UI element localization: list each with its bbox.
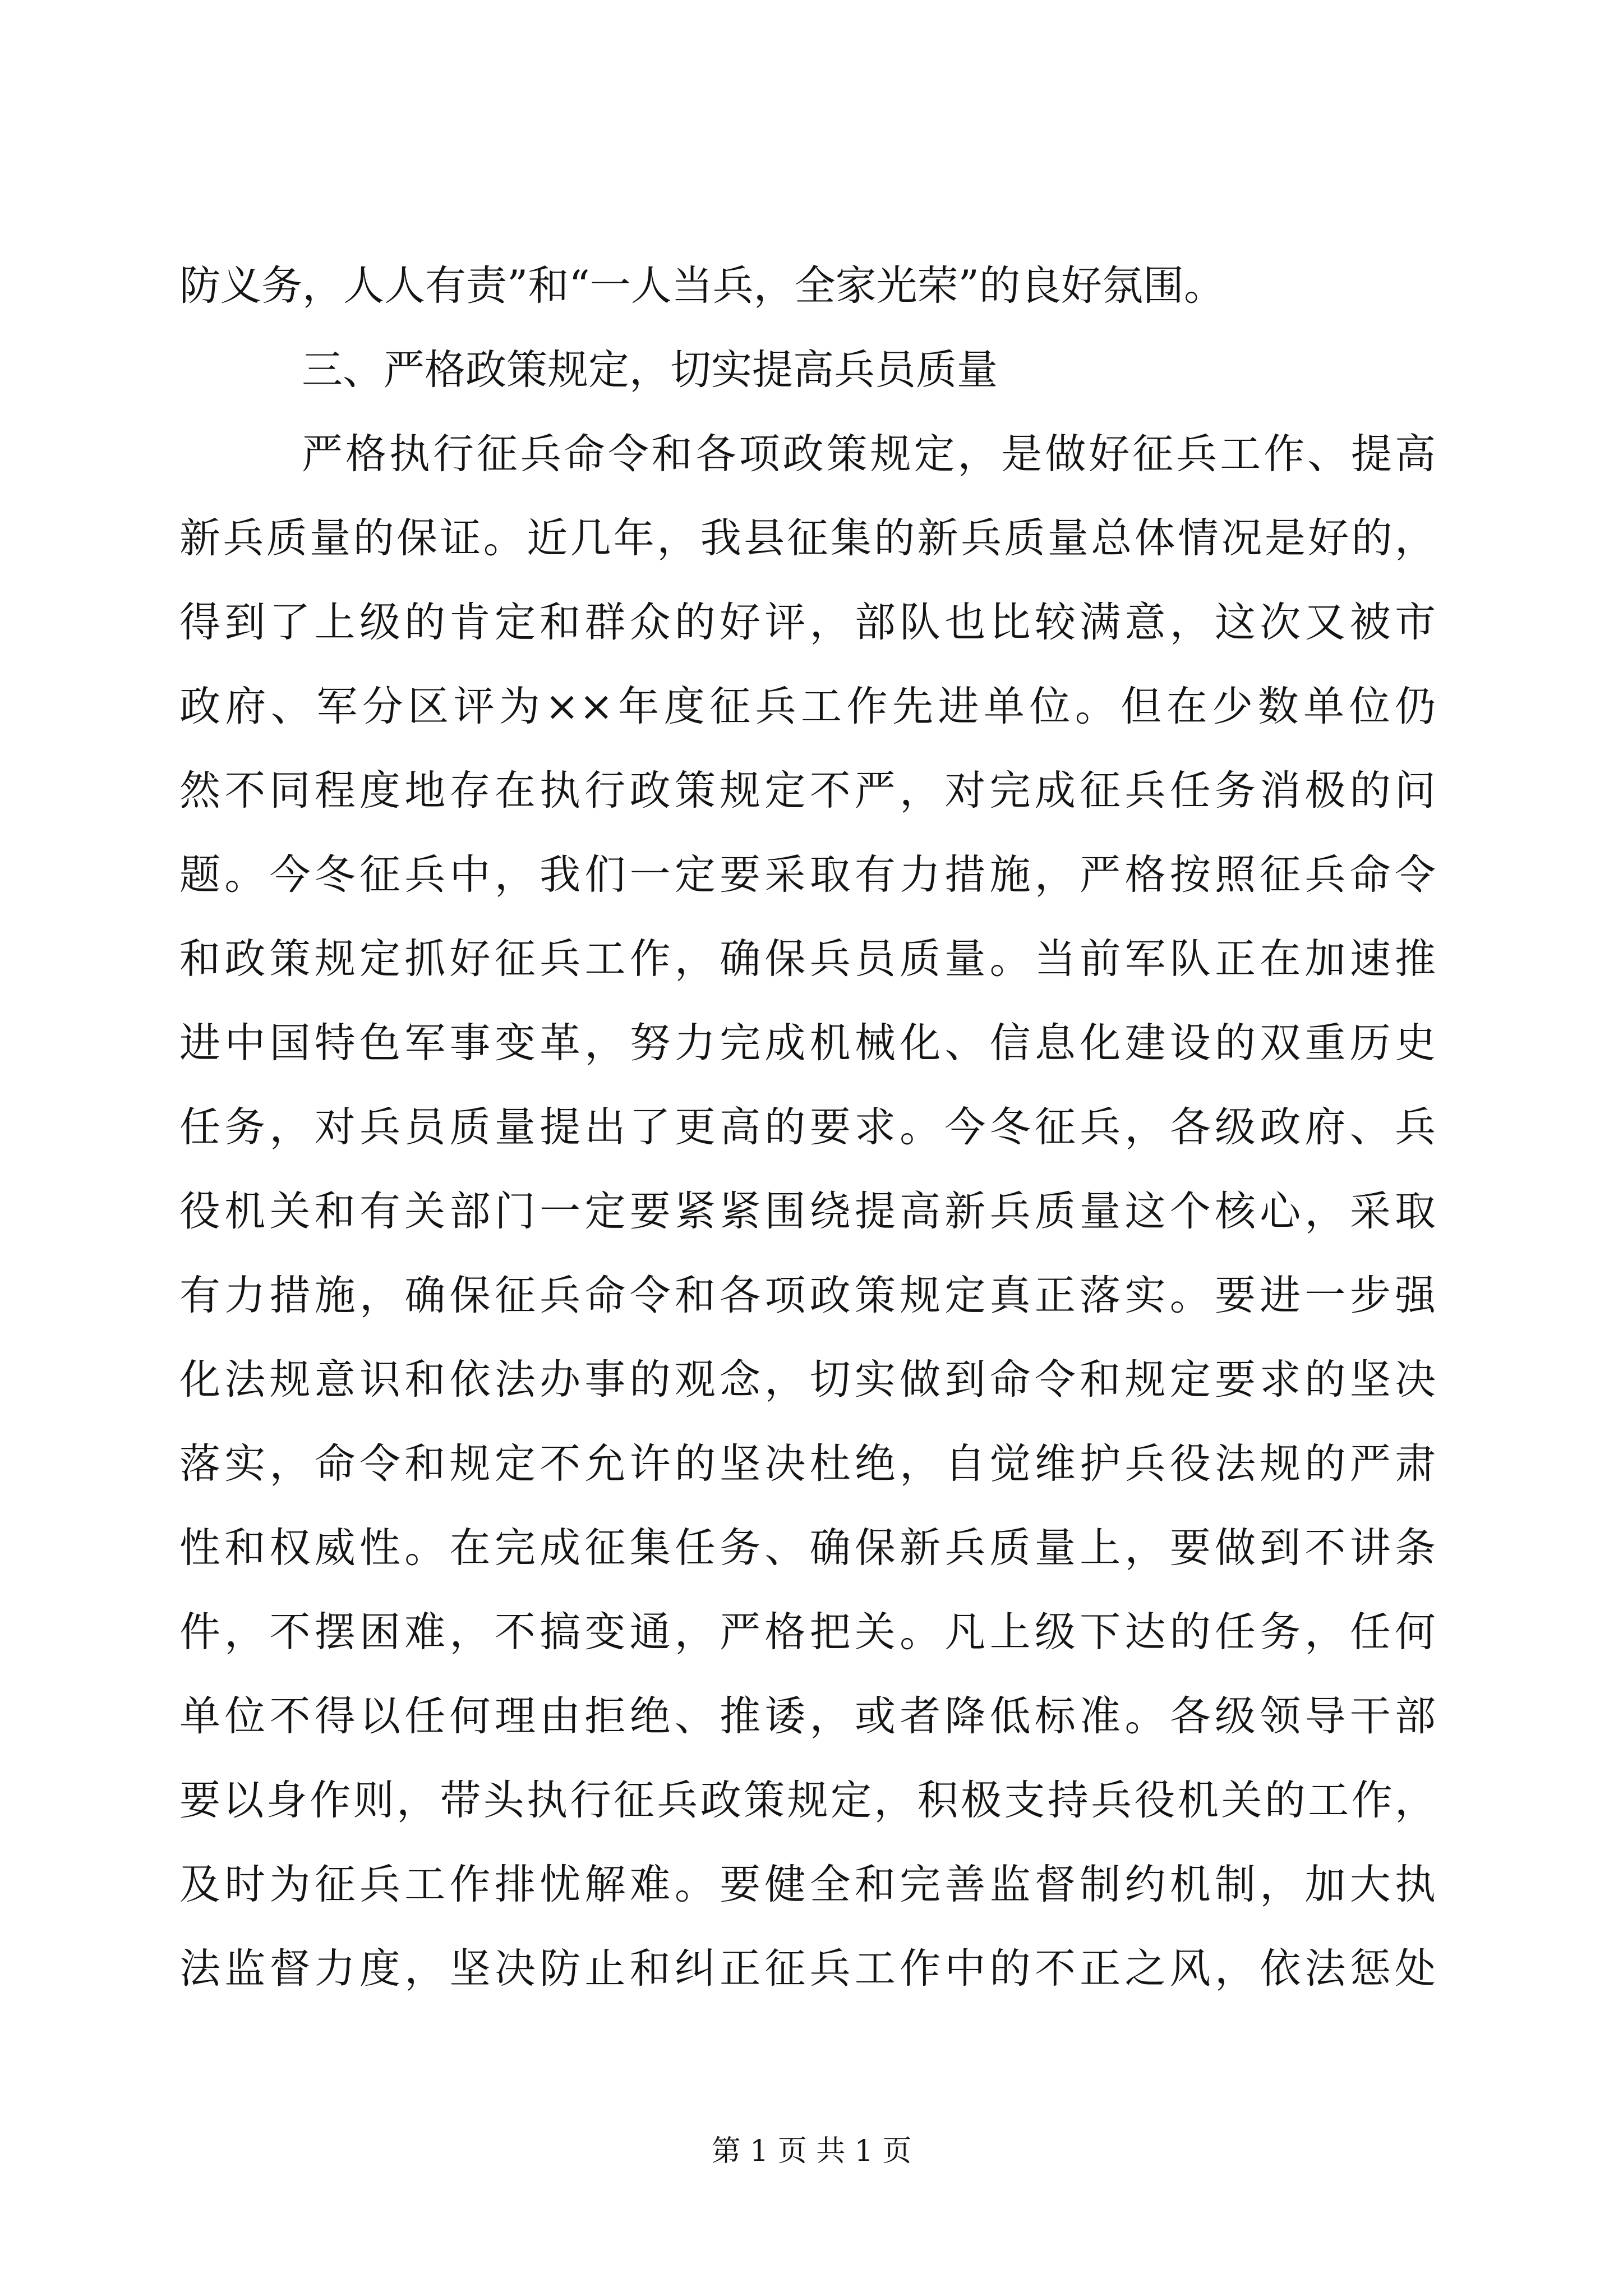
text-line: 任务，对兵员质量提出了更高的要求。今冬征兵，各级政府、兵 [179,1103,1436,1151]
text-line: 单位不得以任何理由拒绝、推诿，或者降低标准。各级领导干部 [179,1692,1436,1740]
text-line: 有力措施，确保征兵命令和各项政策规定真正落实。要进一步强 [179,1272,1436,1319]
text-line: 严格执行征兵命令和各项政策规定，是做好征兵工作、提高 [302,430,1436,478]
text-line: 防义务，人人有责”和“一人当兵，全家光荣”的良好氛围。 [179,262,1225,310]
text-line: 及时为征兵工作排忧解难。要健全和完善监督制约机制，加大执 [179,1861,1436,1908]
page-number-footer: 第 1 页 共 1 页 [711,2134,912,2168]
text-line: 和政策规定抓好征兵工作，确保兵员质量。当前军队正在加速推 [179,935,1436,983]
text-line: 落实，命令和规定不允许的坚决杜绝，自觉维护兵役法规的严肃 [179,1440,1436,1488]
text-line: 件，不摆困难，不搞变通，严格把关。凡上级下达的任务，任何 [179,1608,1436,1656]
text-line: 进中国特色军事变革，努力完成机械化、信息化建设的双重历史 [179,1019,1436,1067]
text-line: 性和权威性。在完成征集任务、确保新兵质量上，要做到不讲条 [179,1524,1436,1572]
text-line: 要以身作则，带头执行征兵政策规定，积极支持兵役机关的工作， [179,1777,1436,1824]
text-line: 然不同程度地存在执行政策规定不严，对完成征兵任务消极的问 [179,767,1436,815]
text-line: 政府、军分区评为××年度征兵工作先进单位。但在少数单位仍 [179,683,1436,730]
text-line: 新兵质量的保证。近几年，我县征集的新兵质量总体情况是好的， [179,514,1436,562]
text-line: 役机关和有关部门一定要紧紧围绕提高新兵质量这个核心，采取 [179,1188,1436,1235]
text-line: 化法规意识和依法办事的观念，切实做到命令和规定要求的坚决 [179,1356,1436,1404]
text-line: 题。今冬征兵中，我们一定要采取有力措施，严格按照征兵命令 [179,851,1436,899]
text-line: 法监督力度，坚决防止和纠正征兵工作中的不正之风，依法惩处 [179,1945,1436,1993]
text-line: 得到了上级的肯定和群众的好评，部队也比较满意，这次又被市 [179,599,1436,646]
section-heading: 三、严格政策规定，切实提高兵员质量 [302,346,998,394]
